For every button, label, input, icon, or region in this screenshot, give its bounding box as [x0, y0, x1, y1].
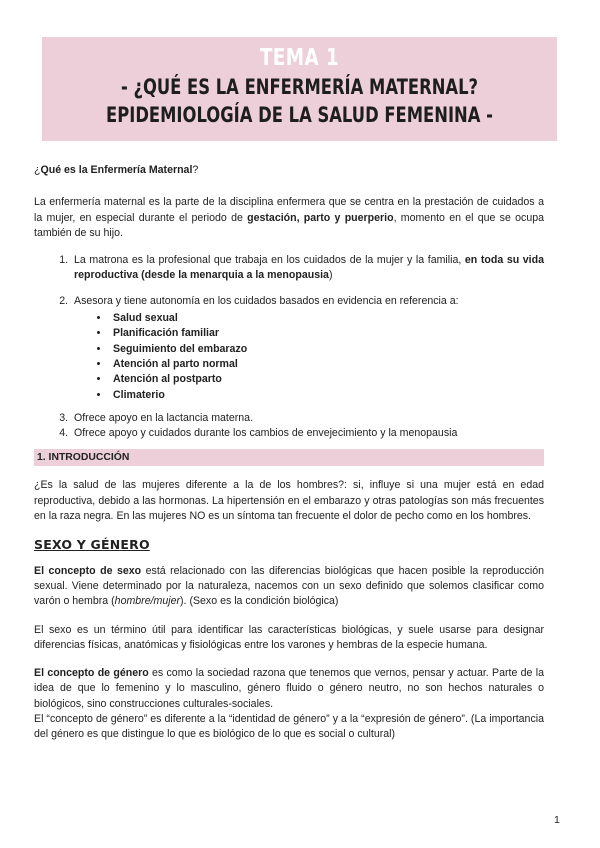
list-item: 1. La matrona es la profesional que trabaja en los cuidados de la mujer y la familia, en toda su vida reproductiva (desde la menarquia a la menopausia): [71, 253, 544, 284]
title-line-2: - ¿QUÉ ES LA ENFERMERÍA MATERNAL?: [120, 75, 479, 99]
sublist-item: • Climaterio: [110, 388, 544, 403]
sexo-paragraph: El concepto de sexo está relacionado con las diferencias biológicas que hacen posible la reproducción sexual. Viene determinado por la naturaleza, nacemos con un sexo definido que solemos clasificar como varón o hembra (hombre/mujer). (Sexo es la condición biológica): [34, 564, 545, 608]
list-item: 2. Asesora y tiene autonomía en los cuidados basados en evidencia en referencia a: • Salud sexual • Planificación familiar • Seguimiento del embarazo • Atención al parto normal • Atención al postparto • Climaterio: [71, 294, 544, 403]
list-item: 4. Ofrece apoyo y cuidados durante los cambios de envejecimiento y la menopausia: [71, 426, 544, 441]
document-body: [34, 163, 544, 743]
sublist-item: • Atención al parto normal: [110, 357, 544, 372]
sublist-item: • Seguimiento del embarazo: [110, 342, 544, 357]
title-line-3: EPIDEMIOLOGÍA DE LA SALUD FEMENINA -: [106, 103, 493, 127]
role-list: [34, 253, 544, 441]
sublist-item: • Salud sexual: [110, 311, 544, 326]
section-heading-sexo-genero: SEXO Y GÉNERO: [34, 537, 150, 553]
sublist-item: • Atención al postparto: [110, 372, 544, 387]
genero-concept-paragraph: El “concepto de género” es diferente a la “identidad de género” y a la “expresión de género”. (La importancia del género es que distingue lo que es biológico de lo que es social o cultural): [34, 713, 544, 741]
intro-section-paragraph: ¿Es la salud de las mujeres diferente a la de los hombres?: si, influye si una mujer está en edad reproductiva, debido a las hormonas. La hipertensión en el embarazo y otras patologías son más frecuentes en la raza negra. En las mujeres NO es un síntoma tan frecuente el dolor de pecho como en los hombres.: [34, 479, 544, 523]
page-number: 1: [554, 814, 560, 826]
intro-paragraph: La enfermería maternal es la parte de la disciplina enfermera que se centra en la prestación de cuidados a la mujer, en especial durante el periodo de gestación, parto y puerperio, momento en el que se ocupa también de su hijo.: [34, 196, 544, 239]
list-item: 3. Ofrece apoyo en la lactancia materna.: [71, 411, 544, 426]
title-banner: [42, 37, 557, 141]
section-heading-introduccion: 1. INTRODUCCIÓN: [34, 449, 544, 466]
sexo-definition-paragraph: El sexo es un término útil para identificar las características biológicas, y suele usarse para designar diferencias físicas, anatómicas y fisiológicas entre los varones y hembras de la especie humana.: [34, 623, 544, 651]
genero-paragraph: El concepto de género es como la sociedad razona que tenemos que vernos, pensar y actuar. Parte de la idea de que lo femenino y lo masculino, género fluido o género neutro, no son hechos naturales o biológicos, sino construcciones culturales-sociales.: [34, 667, 544, 710]
question-heading: ¿Qué es la Enfermería Maternal?: [34, 164, 199, 176]
title-line-1: TEMA 1: [259, 45, 340, 71]
care-sublist: [74, 311, 544, 403]
sublist-item: • Planificación familiar: [110, 326, 544, 341]
